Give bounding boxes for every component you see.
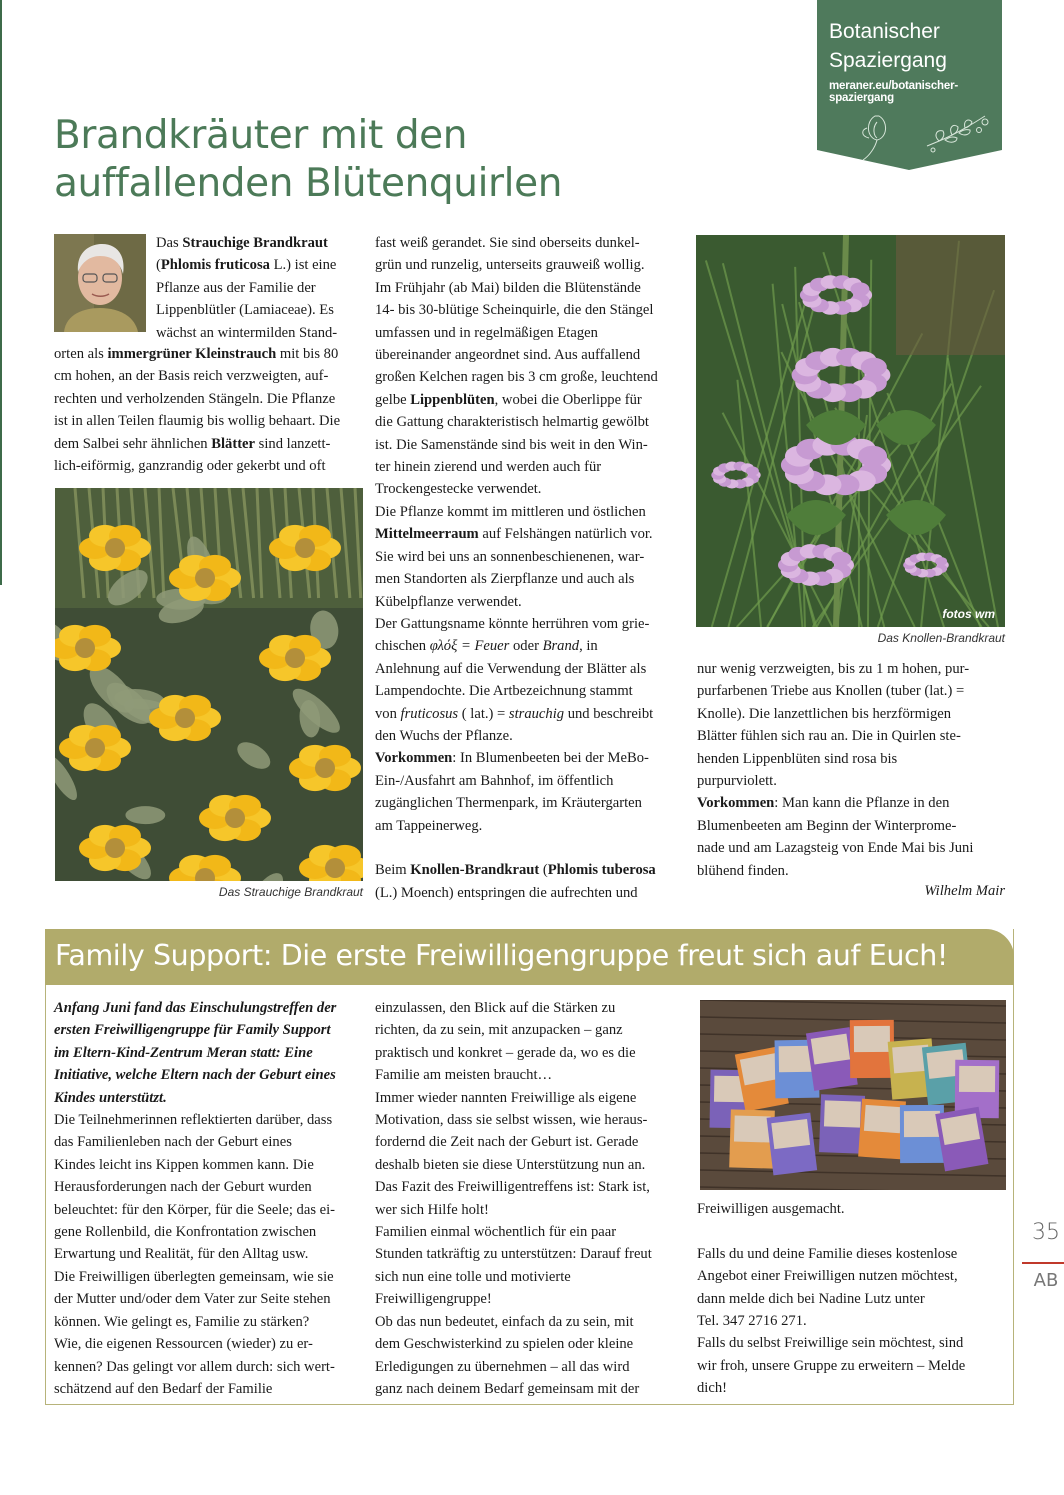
text-line: Erwartung und Realität, für den Alltag usw. (54, 1246, 309, 1263)
article2-column1 (54, 997, 366, 1400)
text-run: sind lanzett- (255, 435, 331, 452)
badge-title (829, 17, 999, 75)
text-line: lich-eiförmig, ganzrandig oder gekerbt und oft (54, 458, 326, 475)
text-line (375, 837, 687, 859)
text-line: cm hohen, an der Basis reich verzweigten, auf- (54, 368, 329, 385)
text-line: fordernd die Zeit nach der Geburt ist. Gerade (375, 1134, 639, 1151)
text-line: Freiwilligen ausgemacht. (697, 1201, 845, 1217)
page-edge-rule (0, 0, 2, 585)
text-line: Tel. 347 2716 271. (697, 1313, 807, 1330)
text-line: wer sich Hilfe holt! (375, 1201, 489, 1218)
photo-knollen-brandkraut (696, 235, 1005, 627)
page-number-rule (1022, 1262, 1064, 1264)
badge-title-line1: Botanischer (829, 20, 940, 43)
text-line: nur wenig verzweigten, bis zu 1 m hohen, pur- (697, 661, 970, 677)
text-line: im Eltern-Kind-Zentrum Meran statt: Eine (54, 1044, 313, 1061)
text-line: die Gattung charakteristisch helmartig gewölbt (375, 414, 649, 431)
text-run: orten als (54, 346, 108, 362)
text-run: mit bis 80 (276, 346, 339, 362)
bold-run: Lippenblüten (410, 391, 495, 408)
text-run: und beschreibt (564, 705, 654, 722)
family-support-title: Family Support: Die erste Freiwilligengruppe freut sich auf Euch! (55, 939, 948, 972)
text-run: ( (156, 257, 161, 274)
bold-run: Blätter (211, 435, 256, 452)
headline-line2: auffallenden Blütenquirlen (54, 161, 563, 206)
text-line: der Mutter und/oder dem Vater zur Seite stehen (54, 1291, 331, 1308)
bold-run: Mittelmeerraum (375, 526, 479, 543)
text-line: übereinander angeordnet sind. Aus auffallend (375, 347, 641, 364)
text-line (54, 343, 366, 365)
text-line (156, 232, 366, 254)
text-line (54, 433, 366, 455)
text-line (156, 254, 366, 276)
text-run: L.) ist eine (269, 257, 337, 274)
text-line (697, 1220, 1009, 1242)
text-line: ganz nach deinem Bedarf gemeinsam mit der (375, 1380, 640, 1397)
article1-column1-body (54, 343, 366, 477)
article-headline (54, 112, 754, 208)
text-line: Kübelpflanze verwendet. (375, 593, 522, 610)
text-run: oder (509, 638, 543, 655)
text-line (375, 523, 687, 545)
text-run: Das (156, 235, 183, 251)
bold-run: Vorkommen (697, 795, 775, 812)
text-line: Falls du und deine Familie dieses kostenlose (697, 1245, 958, 1262)
page-number: 35 (1032, 1220, 1060, 1245)
article2-column2 (375, 997, 687, 1400)
photo-strauchiges-brandkraut (55, 488, 363, 881)
text-line: deshalb bieten sie diese Unterstützung nun an. (375, 1156, 646, 1173)
text-line: Die Freiwilligen überlegten gemeinsam, wie sie (54, 1268, 334, 1285)
text-line: sich nun eine tolle und motivierte (375, 1268, 571, 1285)
text-line (375, 703, 687, 725)
text-line: ter hinein zierend und werden auch für (375, 459, 602, 476)
headline-line1: Brandkräuter mit den (54, 113, 468, 158)
text-run: ( (539, 862, 548, 879)
author-portrait (54, 234, 146, 332)
badge-url: meraner.eu/botanischer-spaziergang (829, 80, 958, 104)
text-line: ersten Freiwilligengruppe für Family Support (54, 1022, 331, 1039)
family-support-banner (45, 929, 1014, 985)
text-run: : Man kann die Pflanze in den (774, 795, 950, 812)
text-line (375, 747, 687, 769)
text-line (375, 389, 687, 411)
caption-photo2: Das Knollen-Brandkraut (877, 631, 1005, 645)
text-line: schätzend auf den Bedarf der Familie (54, 1380, 273, 1397)
text-line: Motivation, dass sie selbst wissen, wie heraus- (375, 1112, 648, 1129)
text-run: von (375, 705, 401, 722)
text-run: chischen (375, 638, 430, 655)
bold-run: Phlomis tuberosa (547, 862, 656, 879)
text-line: Erledigungen zu übernehmen – all das wird (375, 1358, 630, 1375)
text-run: : In Blumenbeeten bei der MeBo- (452, 750, 649, 767)
text-line: Der Gattungsname könnte herrühren vom grie- (375, 615, 650, 632)
text-line: Immer wieder nannten Freiwillige als eigene (375, 1089, 637, 1106)
text-line: ist. Die Samenstände sind bis weit in den Win- (375, 436, 648, 453)
text-line: Anfang Juni fand das Einschulungstreffen der (54, 1000, 337, 1016)
text-line: wir froh, unsere Gruppe zu erweitern – Melde (697, 1357, 966, 1374)
bold-run: Vorkommen (375, 750, 453, 767)
text-line: kennen? Das gelingt vor allem durch: sich wert- (54, 1358, 335, 1375)
text-line: Die Pflanze kommt im mittleren und östlichen (375, 503, 646, 520)
flower-branch-icon (857, 108, 997, 163)
text-line: Knolle). Die lanzettlichen bis herzförmigen (697, 705, 952, 722)
text-line: Anlehnung auf die Verwendung der Blätter als (375, 660, 647, 677)
text-line: Wie, die eigenen Ressourcen (wieder) zu er- (54, 1336, 313, 1353)
text-line: (L.) Moench) entspringen die aufrechten und (375, 884, 638, 901)
bold-run: Knollen-Brandkraut (410, 862, 540, 879)
article-author: Wilhelm Mair (924, 883, 1005, 899)
article2-column3 (697, 1198, 1009, 1400)
bold-run: Phlomis fruticosa (160, 257, 270, 274)
text-line: Blätter fühlen sich rau an. Die in Quirlen ste- (697, 728, 961, 745)
text-line: das Familienleben nach der Geburt eines (54, 1134, 292, 1151)
text-line: Stunden tatkräftig zu unterstützen: Darauf freut (375, 1246, 652, 1263)
text-run: gelbe (375, 391, 411, 408)
text-line: grün und runzelig, unterseits grauweiß wollig. (375, 257, 645, 274)
italic-run: strauchig (508, 705, 565, 722)
text-line: Das Fazit des Freiwilligentreffens ist: Stark ist, (375, 1179, 650, 1196)
badge-title-line2: Spaziergang (829, 49, 947, 72)
text-line: am Tappeinerweg. (375, 817, 483, 834)
text-run: ( lat.) = (458, 705, 509, 722)
section-badge (817, 0, 1002, 170)
text-line: können. Wie gelingt es, Familie zu stärken? (54, 1313, 310, 1330)
text-line: umfassen und in regelmäßigen Etagen (375, 324, 598, 341)
text-line: Kindes leicht ins Kippen kommen kann. Die (54, 1156, 314, 1173)
text-line: Ob das nun bedeutet, einfach da zu sein, mit (375, 1313, 634, 1330)
text-line: dann melde dich bei Nadine Lutz unter (697, 1290, 925, 1307)
text-line: Die Teilnehmerinnen reflektierten darüber, dass (54, 1112, 333, 1129)
text-run: Beim (375, 862, 411, 879)
text-line: ist in allen Teilen flaumig bis wollig behaart. Die (54, 413, 341, 430)
text-line: wächst an wintermilden Stand- (156, 324, 338, 341)
text-line: Im Frühjahr (ab Mai) bilden die Blütenstände (375, 279, 641, 296)
text-line: fast weiß gerandet. Sie sind oberseits dunkel- (375, 235, 640, 251)
article1-column2 (375, 232, 687, 904)
text-line: Lippenblütler (Lamiaceae). Es (156, 302, 334, 319)
text-line (375, 859, 687, 881)
text-line: Familie am meisten braucht… (375, 1067, 553, 1084)
bold-run: Strauchige Brandkraut (182, 235, 328, 251)
text-line: großen Kelchen ragen bis 3 cm große, leuchtend (375, 369, 658, 386)
article1-column3 (697, 658, 1009, 882)
text-line: henden Lippenblüten sind rosa bis (697, 750, 898, 767)
text-line: Pflanze aus der Familie der (156, 279, 316, 296)
photo-family-support-cards (700, 1000, 1006, 1190)
text-line: Freiwilligengruppe! (375, 1291, 492, 1308)
text-line: zugänglichen Thermenpark, im Kräutergarten (375, 795, 642, 812)
photo-credit: fotos wm (942, 607, 995, 621)
text-line: Sie wird bei uns an sonnenbeschienenen, war- (375, 548, 645, 565)
italic-run: Brand (542, 638, 580, 655)
text-line: dem Geschwisterkind zu spielen oder kleine (375, 1336, 634, 1353)
text-line: Familien einmal wöchentlich für ein paar (375, 1224, 617, 1241)
text-line: dich! (697, 1380, 727, 1397)
text-run: , wobei die Oberlippe für (494, 391, 642, 408)
text-line: beleuchtet: für den Körper, für die Seele; das ei- (54, 1201, 336, 1218)
text-line: men Standorten als Zierpflanze und auch als (375, 571, 635, 588)
italic-run: fruticosus (400, 705, 459, 722)
text-line: Lampendochte. Die Artbezeichnung stammt (375, 683, 633, 700)
text-line: Falls du selbst Freiwillige sein möchtest, sind (697, 1335, 964, 1352)
text-line: Initiative, welche Eltern nach der Geburt eines (54, 1067, 336, 1084)
text-line: den Wuchs der Pflanze. (375, 727, 513, 744)
caption-photo1: Das Strauchige Brandkraut (218, 885, 363, 899)
text-line: praktisch und konkret – gerade da, wo es die (375, 1044, 636, 1061)
text-line: Blumenbeeten am Beginn der Winterprome- (697, 817, 957, 834)
text-line: purpurviolett. (697, 773, 777, 790)
text-line: gene Rollenbild, die Konfrontation zwischen (54, 1224, 317, 1241)
italic-run: φλόξ = Feuer (429, 638, 510, 655)
article1-column1-intro (156, 232, 366, 344)
page-tag: AB (1033, 1270, 1059, 1291)
text-line: nade und am Lazagsteig von Ende Mai bis Juni (697, 840, 974, 857)
text-line: Trockengestecke verwendet. (375, 481, 542, 498)
bold-run: immergrüner Kleinstrauch (107, 346, 277, 362)
text-line (697, 792, 1009, 814)
text-line: purfarbenen Triebe aus Knollen (tuber (lat.) = (697, 683, 965, 700)
text-run: dem Salbei sehr ähnlichen (54, 435, 212, 452)
text-line: Herausforderungen nach der Geburt wurden (54, 1179, 312, 1196)
text-line: rechten und verholzenden Stängeln. Die Pflanze (54, 390, 336, 407)
text-run: , in (579, 638, 598, 655)
text-line: 14- bis 30-blütige Scheinquirle, die den Stängel (375, 302, 654, 319)
text-line: Kindes unterstützt. (54, 1089, 167, 1106)
text-line: blühend finden. (697, 862, 789, 879)
text-line: richten, da zu sein, mit anzupacken – ganz (375, 1022, 623, 1039)
text-line: Ein-/Ausfahrt am Bahnhof, im öffentlich (375, 772, 614, 789)
text-line: Angebot einer Freiwilligen nutzen möchtest, (697, 1268, 958, 1285)
text-run: auf Felshängen natürlich vor. (478, 526, 653, 543)
text-line (375, 635, 687, 657)
text-line: einzulassen, den Blick auf die Stärken zu (375, 1000, 616, 1016)
